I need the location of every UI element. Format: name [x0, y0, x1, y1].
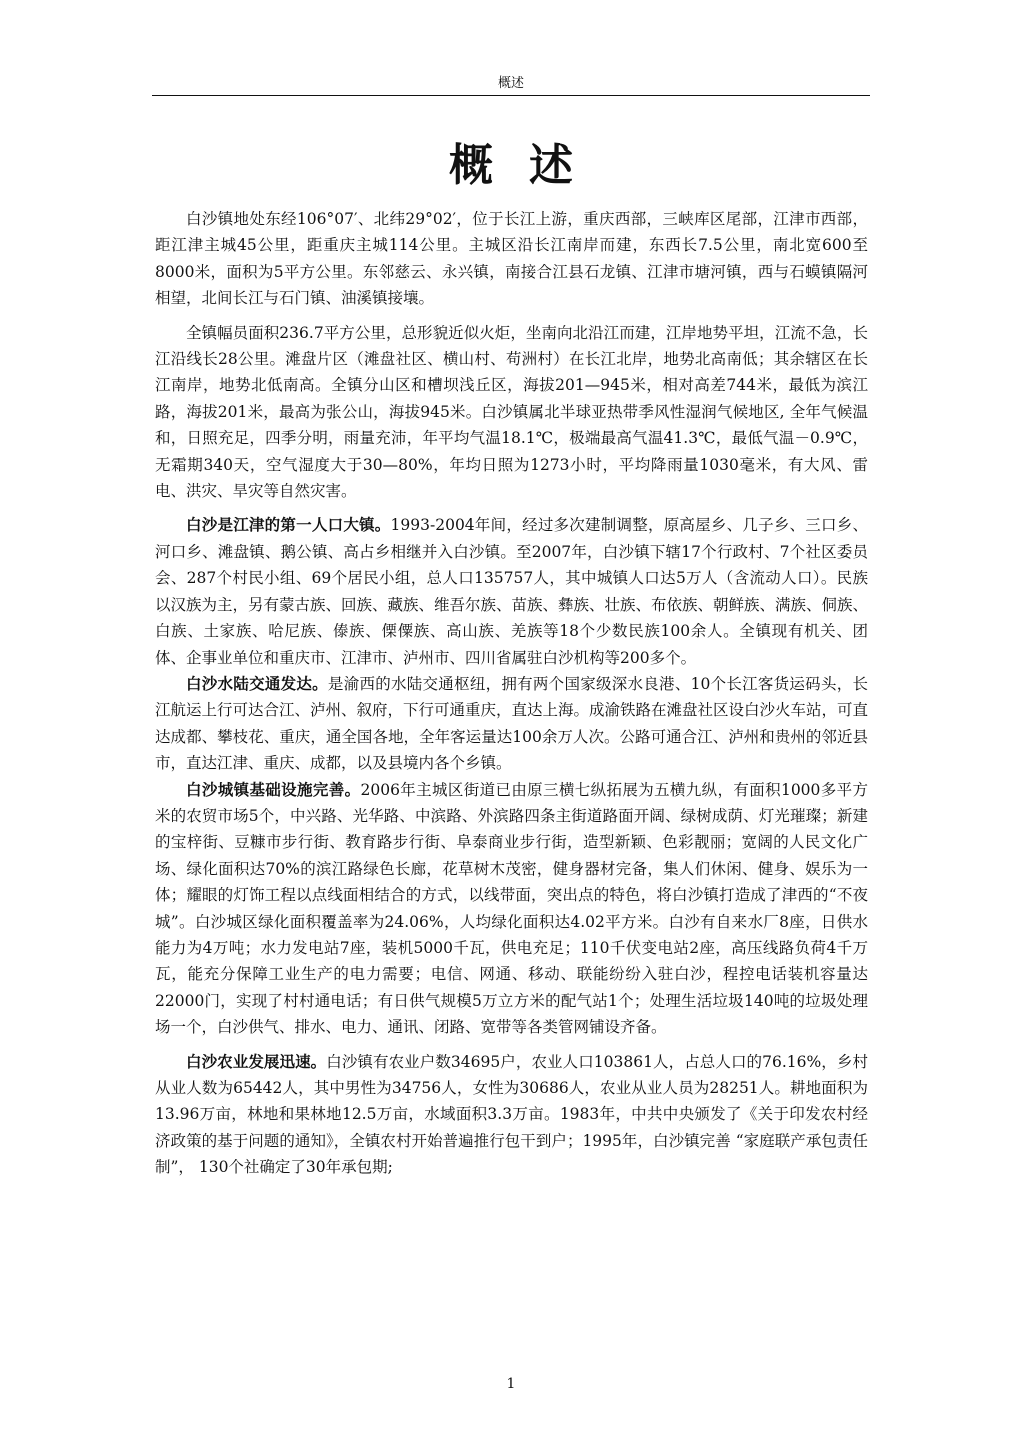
paragraph-geography-climate	[155, 320, 868, 505]
paragraph-text: 是渝西的水陆交通枢纽，拥有两个国家级深水良港、10个长江客货运码头，长江航运上行可达合江、泸州、叙府，下行可通重庆，直达上海。成渝铁路在滩盘社区设白沙火车站，可直达成都、攀枝花、重庆，通全国各地，全年客运量达100余万人次。公路可通合江、泸州和贵州的邻近县市，直达江津、重庆、成都，以及县境内各个乡镇。	[155, 674, 869, 773]
paragraph-text: 全镇幅员面积236.7平方公里，总形貌近似火炬，坐南向北沿江而建，江岸地势平坦，江流不急，长江沿线长28公里。滩盘片区（滩盘社区、横山村、苟洲村）在长江北岸，地势北高南低；其余辖区在长江南岸，地势北低南高。全镇分山区和槽坝浅丘区，海拔201—945米，相对高差744米，最低为滨江路，海拔201米，最高为张公山，海拔945米。白沙镇属北半球亚热带季风性湿润气候地区, 全年气候温和，日照充足，四季分明，雨量充沛，年平均气温18.1℃，极端最高气温41.3℃，最低气温－0.9℃，无霜期340天，空气湿度大于30—80%，年均日照为1273小时，平均降雨量1030毫米，有大风、雷电、洪灾、旱灾等自然灾害。	[155, 323, 868, 501]
paragraph-location	[155, 206, 868, 312]
paragraph-lead: 白沙农业发展迅速。	[186, 1051, 327, 1071]
paragraph-text: 白沙镇地处东经106°07′、北纬29°02′，位于长江上游，重庆西部，三峡库区尾部，江津市西部，距江津主城45公里，距重庆主城114公里。主城区沿长江南岸而建，东西长7.5公里，南北宽600至8000米，面积为5平方公里。东邻慈云、永兴镇，南接合江县石龙镇、江津市塘河镇，西与石蟆镇隔河相望，北间长江与石门镇、油溪镇接壤。	[155, 210, 868, 308]
paragraph-text: 白沙镇有农业户数34695户，农业人口103861人，占总人口的76.16%，乡村从业人数为65442人，其中男性为34756人，女性为30686人，农业从业人员为28251人。耕地面积为13.96万亩，林地和果林地12.5万亩，水域面积3.3万亩。1983年，中共中央颁发了《关于印发农村经济政策的基于问题的通知》，全镇农村开始普遍推行包干到户；1995年，白沙镇完善 “家庭联产承包责任制”， 130个社确定了30年承包期;	[155, 1052, 868, 1177]
paragraph-agriculture	[155, 1049, 868, 1181]
paragraph-lead: 白沙水陆交通发达。	[186, 673, 328, 693]
paragraph-lead: 白沙是江津的第一人口大镇。	[186, 515, 391, 535]
document-body	[155, 206, 868, 1189]
header-rule	[152, 95, 870, 96]
paragraph-infrastructure	[155, 777, 868, 1041]
running-header: 概述	[497, 76, 524, 91]
page-number: 1	[506, 1376, 516, 1392]
page-title: 概述	[449, 140, 609, 191]
paragraph-population	[155, 512, 868, 670]
paragraph-text: 2006年主城区街道已由原三横七纵拓展为五横九纵，有面积1000多平方米的农贸市场5个，中兴路、光华路、中滨路、外滨路四条主街道路面开阔、绿树成荫、灯光璀璨；新建的宝梓街、豆糠市步行街、教育路步行街、阜泰商业步行街，造型新颖、色彩靓丽；宽阔的人民文化广场、绿化面积达70%的滨江路绿色长廊，花草树木茂密，健身器材完备，集人们休闲、健身、娱乐为一体；耀眼的灯饰工程以点线面相结合的方式，以线带面，突出点的特色，将白沙镇打造成了津西的“不夜城”。白沙城区绿化面积覆盖率为24.06%，人均绿化面积达4.02平方米。白沙有自来水厂8座，日供水能力为4万吨；水力发电站7座，装机5000千瓦，供电充足；110千伏变电站2座，高压线路负荷4千万瓦，能充分保障工业生产的电力需要；电信、网通、移动、联能纷纷入驻白沙，程控电话装机容量达22000门，实现了村村通电话；有日供气规模5万立方米的配气站1个；处理生活垃圾140吨的垃圾处理场一个，白沙供气、排水、电力、通讯、闭路、宽带等各类管网铺设齐备。	[155, 780, 868, 1037]
paragraph-transport	[155, 671, 868, 777]
paragraph-text: 1993-2004年间，经过多次建制调整，原高屋乡、几子乡、三口乡、河口乡、滩盘镇、鹅公镇、高占乡相继并入白沙镇。至2007年，白沙镇下辖17个行政村、7个社区委员会、287个村民小组、69个居民小组，总人口135757人，其中城镇人口达5万人（含流动人口）。民族以汉族为主，另有蒙古族、回族、藏族、维吾尔族、苗族、彝族、壮族、布依族、朝鲜族、满族、侗族、白族、土家族、哈尼族、傣族、傈僳族、高山族、羌族等18个少数民族100余人。全镇现有机关、团体、企事业单位和重庆市、江津市、泸州市、四川省属驻白沙机构等200多个。	[155, 516, 869, 667]
paragraph-lead: 白沙城镇基础设施完善。	[186, 779, 361, 799]
